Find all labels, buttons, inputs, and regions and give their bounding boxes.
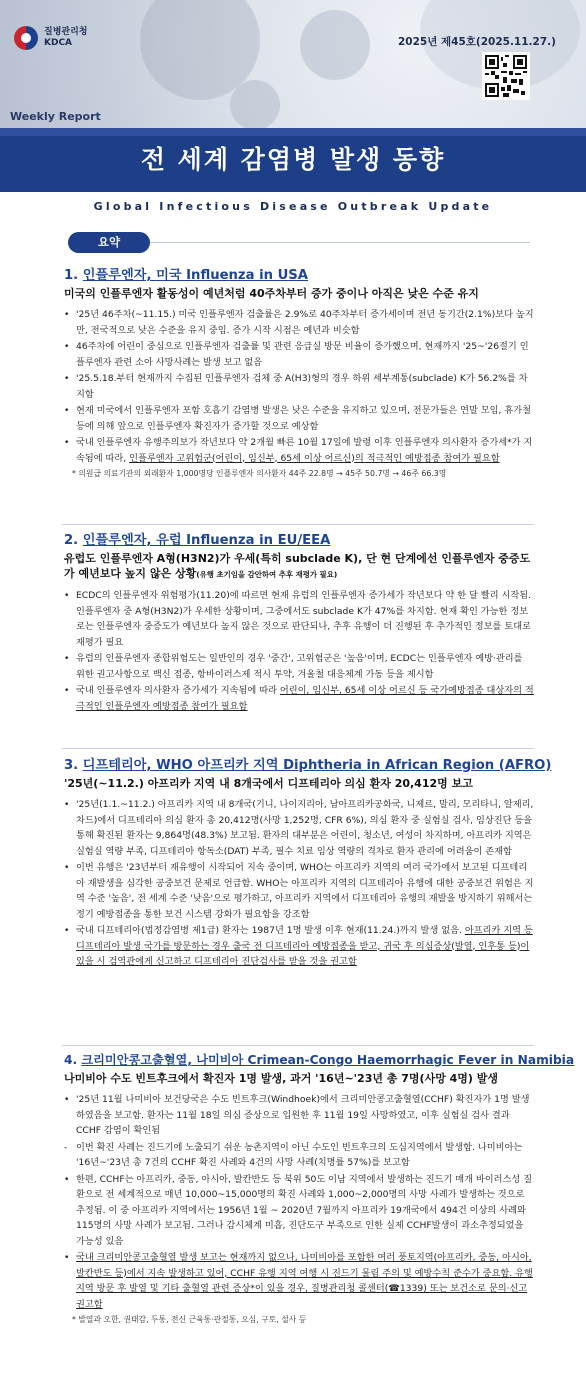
section-heading: 4. 크리미안콩고출혈열, 나미비아 Crimean-Congo Haemorrhagic Fever in Namibia [64, 1053, 575, 1067]
list-item: • 국내 인플루엔자 유행주의보가 작년보다 약 2개월 빠른 10월 17일에 발령 이후 인플루엔자 의사환자 증가세*가 지속됨에 따라, 인플루엔자 고위험군(어린이, 임신부, 65세 이상 어르신)의 적극적인 예방접종 참여가 필요함 [64, 435, 534, 466]
list-item: • 현재 미국에서 인플루엔자 포함 호흡기 감염병 발생은 낮은 수준을 유지하고 있으며, 전문가들은 연말 모임, 휴가철 등에 의해 앞으로 인플루엔자 확진자가 증가할 것으로 예상함 [64, 403, 534, 434]
list-item: • 46주차에 어린이 중심으로 인플루엔자 검출률 및 관련 응급실 방문 비율이 증가했으며, 현재까지 '25~'26절기 인플루엔자 관련 소아 사망사례는 발생 보고 없음 [64, 339, 534, 370]
section-subheading: '25년(~11.2.) 아프리카 지역 내 8개국에서 디프테리아 의심 환자 20,412명 보고 [64, 777, 473, 790]
qr-code-icon [485, 55, 527, 97]
virus-illustration [230, 80, 280, 130]
section-list [64, 1092, 534, 1312]
kdca-logo-icon [14, 26, 38, 50]
footnote: * 발열과 오한, 권태감, 두통, 전신 근육통·관절통, 오심, 구토, 설사 등 [72, 1315, 307, 1324]
section-subheading: 유럽도 인플루엔자 A형(H3N2)가 우세(특히 subclade K), 단 현 단계에선 인플루엔자 중증도가 예년보다 높지 않은 상황(유행 초기임을 감안하여 추후 재평가 필요) [64, 552, 531, 580]
issue-number: 2025년 제45호(2025.11.27.) [398, 36, 556, 48]
footnote: * 의원급 의료기관의 외래환자 1,000명당 인플루엔자 의사환자 44주 22.8명 → 45주 50.7명 → 46주 66.3명 [72, 469, 447, 478]
list-item: • '25년 46주차(~11.15.) 미국 인플루엔자 검출률은 2.9%로 40주차부터 증가세이며 전년 동기간(2.1%)보다 높지만, 전국적으로 낮은 수준을 유지 중임. 증가 시작 시점은 예년과 비슷함 [64, 307, 534, 338]
section-divider [62, 1045, 534, 1046]
list-item: • ECDC의 인플루엔자 위험평가(11.20)에 따르면 현재 유럽의 인플루엔자 증가세가 작년보다 약 한 달 빨리 시작됨. 인플루엔자 중 A형(H3N2)가 우세한 상황이며, 그중에서도 subclade K가 47%를 차지함. 현재 확인 가능한 정보로는 인플루엔자 중증도가 예년보다 높지 않은 것으로 판단되나, 추후 유행이 더 진행된 후 추가적인 정보를 토대로 재평가 필요 [64, 588, 534, 650]
page-title: 전 세계 감염병 발생 동향 [140, 145, 446, 174]
list-item: • '25년(1.1.~11.2.) 아프리카 지역 내 8개국(기니, 나이지리아, 남아프리카공화국, 니제르, 말리, 모리타니, 알제리, 차드)에서 디프테리아 의심 환자 총 20,412명(사망 1,252명, CFR 6%), 의심 환자 중 실험실 검사, 임상진단 등을 통해 확진된 환자는 9,864명(48.3%) 보고됨. 환자의 대부분은 어린이, 청소년, 여성이 차지하며, 아프리카 지역은 실험실 역량 부족, 디프테리아 항독소(DAT) 부족, 필수 치료 임상 역량의 격차로 환자 관리에 어려움이 존재함 [64, 797, 534, 859]
section-divider [62, 524, 534, 525]
qr-code[interactable] [482, 52, 530, 100]
list-item: • 한편, CCHF는 아프리카, 중동, 아시아, 발칸반도 등 북위 50도 이남 지역에서 발생하는 진드기 매개 바이러스성 질환으로 전 세계적으로 매년 10,000~15,000명의 확진 사례와 1,000~2,000명의 사망 사례가 발생하는 것으로 추정됨. 이 중 아프리카 지역에서는 1956년 1월 ~ 2020년 7월까지 아프리카 19개국에서 494건 이상의 사례와 115명의 사망 사례가 보고됨. 그러나 감시체계 미흡, 진단도구 부족으로 인한 실제 CCHF발생이 과소추정되었을 가능성 있음 [64, 1172, 534, 1250]
section-cchf-namibia [64, 1052, 575, 1326]
section-heading: 1. 인플루엔자, 미국 Influenza in USA [64, 268, 309, 283]
org-abbr: KDCA [44, 38, 73, 48]
section-influenza-eu [64, 532, 534, 715]
list-item: • 국내 인플루엔자 의사환자 증가세가 지속됨에 따라 어린이, 임신부, 65세 이상 어르신 등 국가예방접종 대상자의 적극적인 인플루엔자 예방접종 참여가 필요함 [64, 683, 534, 714]
kdca-logo[interactable] [14, 26, 87, 50]
section-subheading: 미국의 인플루엔자 활동성이 예년처럼 40주차부터 증가 중이나 아직은 낮은 수준 유지 [64, 287, 479, 300]
virus-illustration [300, 10, 370, 80]
section-list [64, 797, 534, 970]
section-heading: 3. 디프테리아, WHO 아프리카 지역 Diphtheria in African Region (AFRO) [64, 758, 552, 773]
list-item: - 이번 확진 사례는 진드기에 노출되기 쉬운 농촌지역이 아닌 수도인 빈트후크의 도심지역에서 발생함. 나미비아는 '16년~'23년 총 7건의 CCHF 확진 사례와 4건의 사망 사례(치명률 57%)를 보고함 [64, 1140, 534, 1171]
section-influenza-usa [64, 267, 534, 480]
weekly-report-label: Weekly Report [10, 110, 101, 123]
section-diphtheria-afro [64, 757, 552, 971]
section-heading: 2. 인플루엔자, 유럽 Influenza in EU/EEA [64, 533, 331, 548]
list-item: • '25.5.18.부터 현재까지 수집된 인플루엔자 검체 중 A(H3)형의 경우 하위 세부계통(subclade) K가 56.2%를 차지함 [64, 371, 534, 402]
section-list [64, 588, 534, 714]
list-item: • 국내 디프테리아(법정감염병 제1급) 환자는 1987년 1명 발생 이후 현재(11.24.)까지 발생 없음. 아프리카 지역 등 디프테리아 발생 국가를 방문하는 경우 출국 전 디프테리아 예방접종을 받고, 귀국 후 의심증상(발열, 인후통 등)이 있을 시 검역관에게 신고하고 디프테리아 진단검사를 받을 것을 권고함 [64, 923, 534, 970]
summary-divider [150, 242, 530, 243]
page-subtitle: Global Infectious Disease Outbreak Update [93, 200, 493, 213]
section-list [64, 307, 534, 466]
report-header [0, 0, 586, 130]
list-item: • 이번 유행은 '23년부터 재유행이 시작되어 지속 중이며, WHO는 아프리카 지역의 여러 국가에서 보고된 디프테리아 재발생을 심각한 공중보건 문제로 언급함. WHO는 아프리카 지역의 디프테리아 유행에 대한 공중보건 위험은 지역 수준 '높음', 전 세계 수준 '낮음'으로 평가하고, 아프리카 지역에서 디프테리아 유행의 재발을 방지하기 위해서는 정기 예방접종을 통한 보건 시스템 강화가 필요함을 강조함 [64, 860, 534, 922]
org-name: 질병관리청 [44, 27, 88, 37]
section-divider [62, 748, 534, 749]
list-item: • 국내 크리미안콩고출혈열 발생 보고는 현재까지 없으나, 나미비아를 포함한 여러 풍토지역(아프리카, 중동, 아시아, 발칸반도 등)에서 지속 발생하고 있어, CCHF 유행 지역 여행 시 진드기 물림 주의 및 예방수칙 준수가 중요함. 유행지역 방문 후 발열 및 기타 출혈열 관련 증상*이 있을 경우, 질병관리청 콜센터(☎1339) 또는 보건소로 문의·신고 권고함 [64, 1250, 534, 1312]
section-subheading: 나미비아 수도 빈트후크에서 확진자 1명 발생, 과거 '16년~'23년 총 7명(사망 4명) 발생 [64, 1072, 499, 1085]
summary-badge: 요약 [68, 232, 150, 253]
list-item: • '25년 11월 나미비아 보건당국은 수도 빈트후크(Windhoek)에서 크리미안콩고출혈열(CCHF) 확진자가 1명 발생하였음을 보고함. 환자는 11월 18일 의심 증상으로 입원한 후 11월 19일 사망하였고, 이후 실험실 검사 결과 CCHF 감염이 확인됨 [64, 1092, 534, 1139]
list-item: • 유럽의 인플루엔자 종합위험도는 일반인의 경우 '중간', 고위험군은 '높음'이며, ECDC는 인플루엔자 예방·관리를 위한 권고사항으로 백신 접종, 항바이러스제 적시 투약, 겨울철 대응체계 가동 등을 제시함 [64, 651, 534, 682]
